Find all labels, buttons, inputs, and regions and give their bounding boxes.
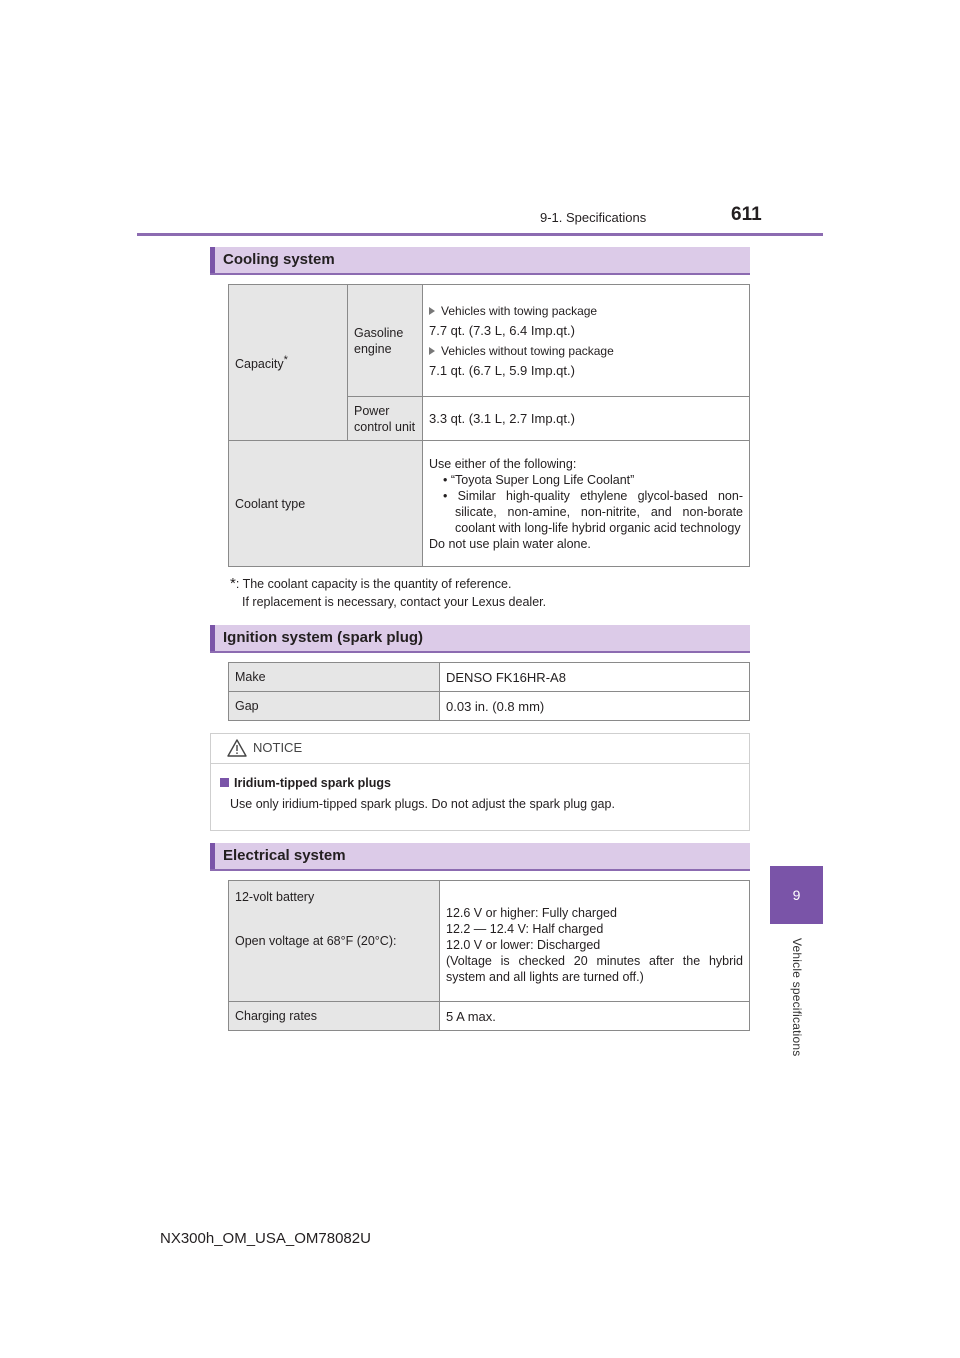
voltage-line: 12.6 V or higher: Fully charged	[446, 906, 617, 920]
page-number: 611	[731, 204, 762, 225]
coolant-item: • “Toyota Super Long Life Coolant”	[443, 472, 635, 487]
gap-value: 0.03 in. (0.8 mm)	[440, 692, 750, 721]
make-label: Make	[229, 663, 440, 692]
footnote	[230, 576, 750, 612]
coolant-outro: Do not use plain water alone.	[429, 536, 591, 551]
charging-value: 5 A max.	[440, 1002, 750, 1031]
section-title: Cooling system	[223, 251, 335, 268]
no-towing-label: Vehicles without towing package	[441, 343, 614, 358]
towing-label: Vehicles with towing package	[441, 303, 598, 318]
notice-subtitle-text: Iridium-tipped spark plugs	[234, 776, 391, 790]
header-rule	[137, 233, 823, 236]
voltage-value-cell	[440, 881, 750, 1002]
section-title: Ignition system (spark plug)	[223, 629, 424, 646]
coolant-label: Coolant type	[229, 441, 423, 567]
section-header-ignition	[210, 625, 750, 653]
gasoline-label-cell	[348, 285, 423, 397]
battery-label: 12-volt battery	[235, 890, 315, 904]
battery-label-cell	[229, 881, 440, 1002]
notice-subtitle	[220, 776, 391, 790]
notice-body: Use only iridium-tipped spark plugs. Do not adjust the spark plug gap.	[230, 797, 615, 811]
footnote-line: : The coolant capacity is the quantity of reference.	[235, 577, 512, 591]
electrical-table	[228, 880, 750, 1031]
pcu-value: 3.3 qt. (3.1 L, 2.7 Imp.qt.)	[423, 397, 750, 441]
pcu-label-cell	[348, 397, 423, 441]
voltage-label: Open voltage at 68°F (20°C):	[235, 934, 397, 948]
triangle-bullet-icon	[429, 307, 435, 315]
ignition-table	[228, 662, 750, 721]
no-towing-value: 7.1 qt. (6.7 L, 5.9 Imp.qt.)	[429, 362, 575, 378]
chapter-tab: 9	[770, 866, 823, 924]
chapter-tab-label: Vehicle specifications	[790, 938, 804, 1057]
gasoline-label: Gasoline	[354, 325, 404, 340]
document-code: NX300h_OM_USA_OM78082U	[160, 1230, 371, 1247]
voltage-note: (Voltage is checked 20 minutes after the hybrid system and all lights are turned off.)	[446, 954, 743, 984]
gap-label: Gap	[229, 692, 440, 721]
pcu-label: Power	[354, 403, 390, 418]
notice-box	[210, 733, 750, 831]
notice-header	[211, 734, 749, 764]
charging-label: Charging rates	[229, 1002, 440, 1031]
coolant-intro: Use either of the following:	[429, 456, 577, 471]
cooling-table	[228, 284, 750, 567]
voltage-line: 12.0 V or lower: Discharged	[446, 938, 601, 952]
notice-title: NOTICE	[253, 740, 303, 755]
section-header-cooling	[210, 247, 750, 275]
running-header-section: 9-1. Specifications	[540, 210, 647, 225]
capacity-mark: *	[283, 353, 288, 366]
footnote-line: If replacement is necessary, contact your Lexus dealer.	[242, 595, 547, 609]
section-header-electrical	[210, 843, 750, 871]
warning-triangle-icon	[227, 739, 247, 757]
capacity-label: Capacity	[235, 357, 284, 372]
triangle-bullet-icon	[429, 347, 435, 355]
coolant-item: • Similar high-quality ethylene glycol-based non-silicate, non-amine, non-nitrite, and non-borate coolant with long-life hybrid organic acid technology	[443, 488, 743, 535]
make-value: DENSO FK16HR-A8	[440, 663, 750, 692]
towing-value: 7.7 qt. (7.3 L, 6.4 Imp.qt.)	[429, 322, 575, 338]
square-bullet-icon	[220, 778, 229, 787]
voltage-line: 12.2 — 12.4 V: Half charged	[446, 922, 604, 936]
gasoline-value-cell	[423, 285, 750, 397]
coolant-value-cell	[423, 441, 750, 567]
pcu-label-2: control unit	[354, 419, 416, 434]
gasoline-label-2: engine	[354, 341, 392, 356]
section-title: Electrical system	[223, 847, 346, 864]
capacity-label-cell	[229, 285, 348, 441]
footnote-mark: *	[230, 575, 236, 592]
